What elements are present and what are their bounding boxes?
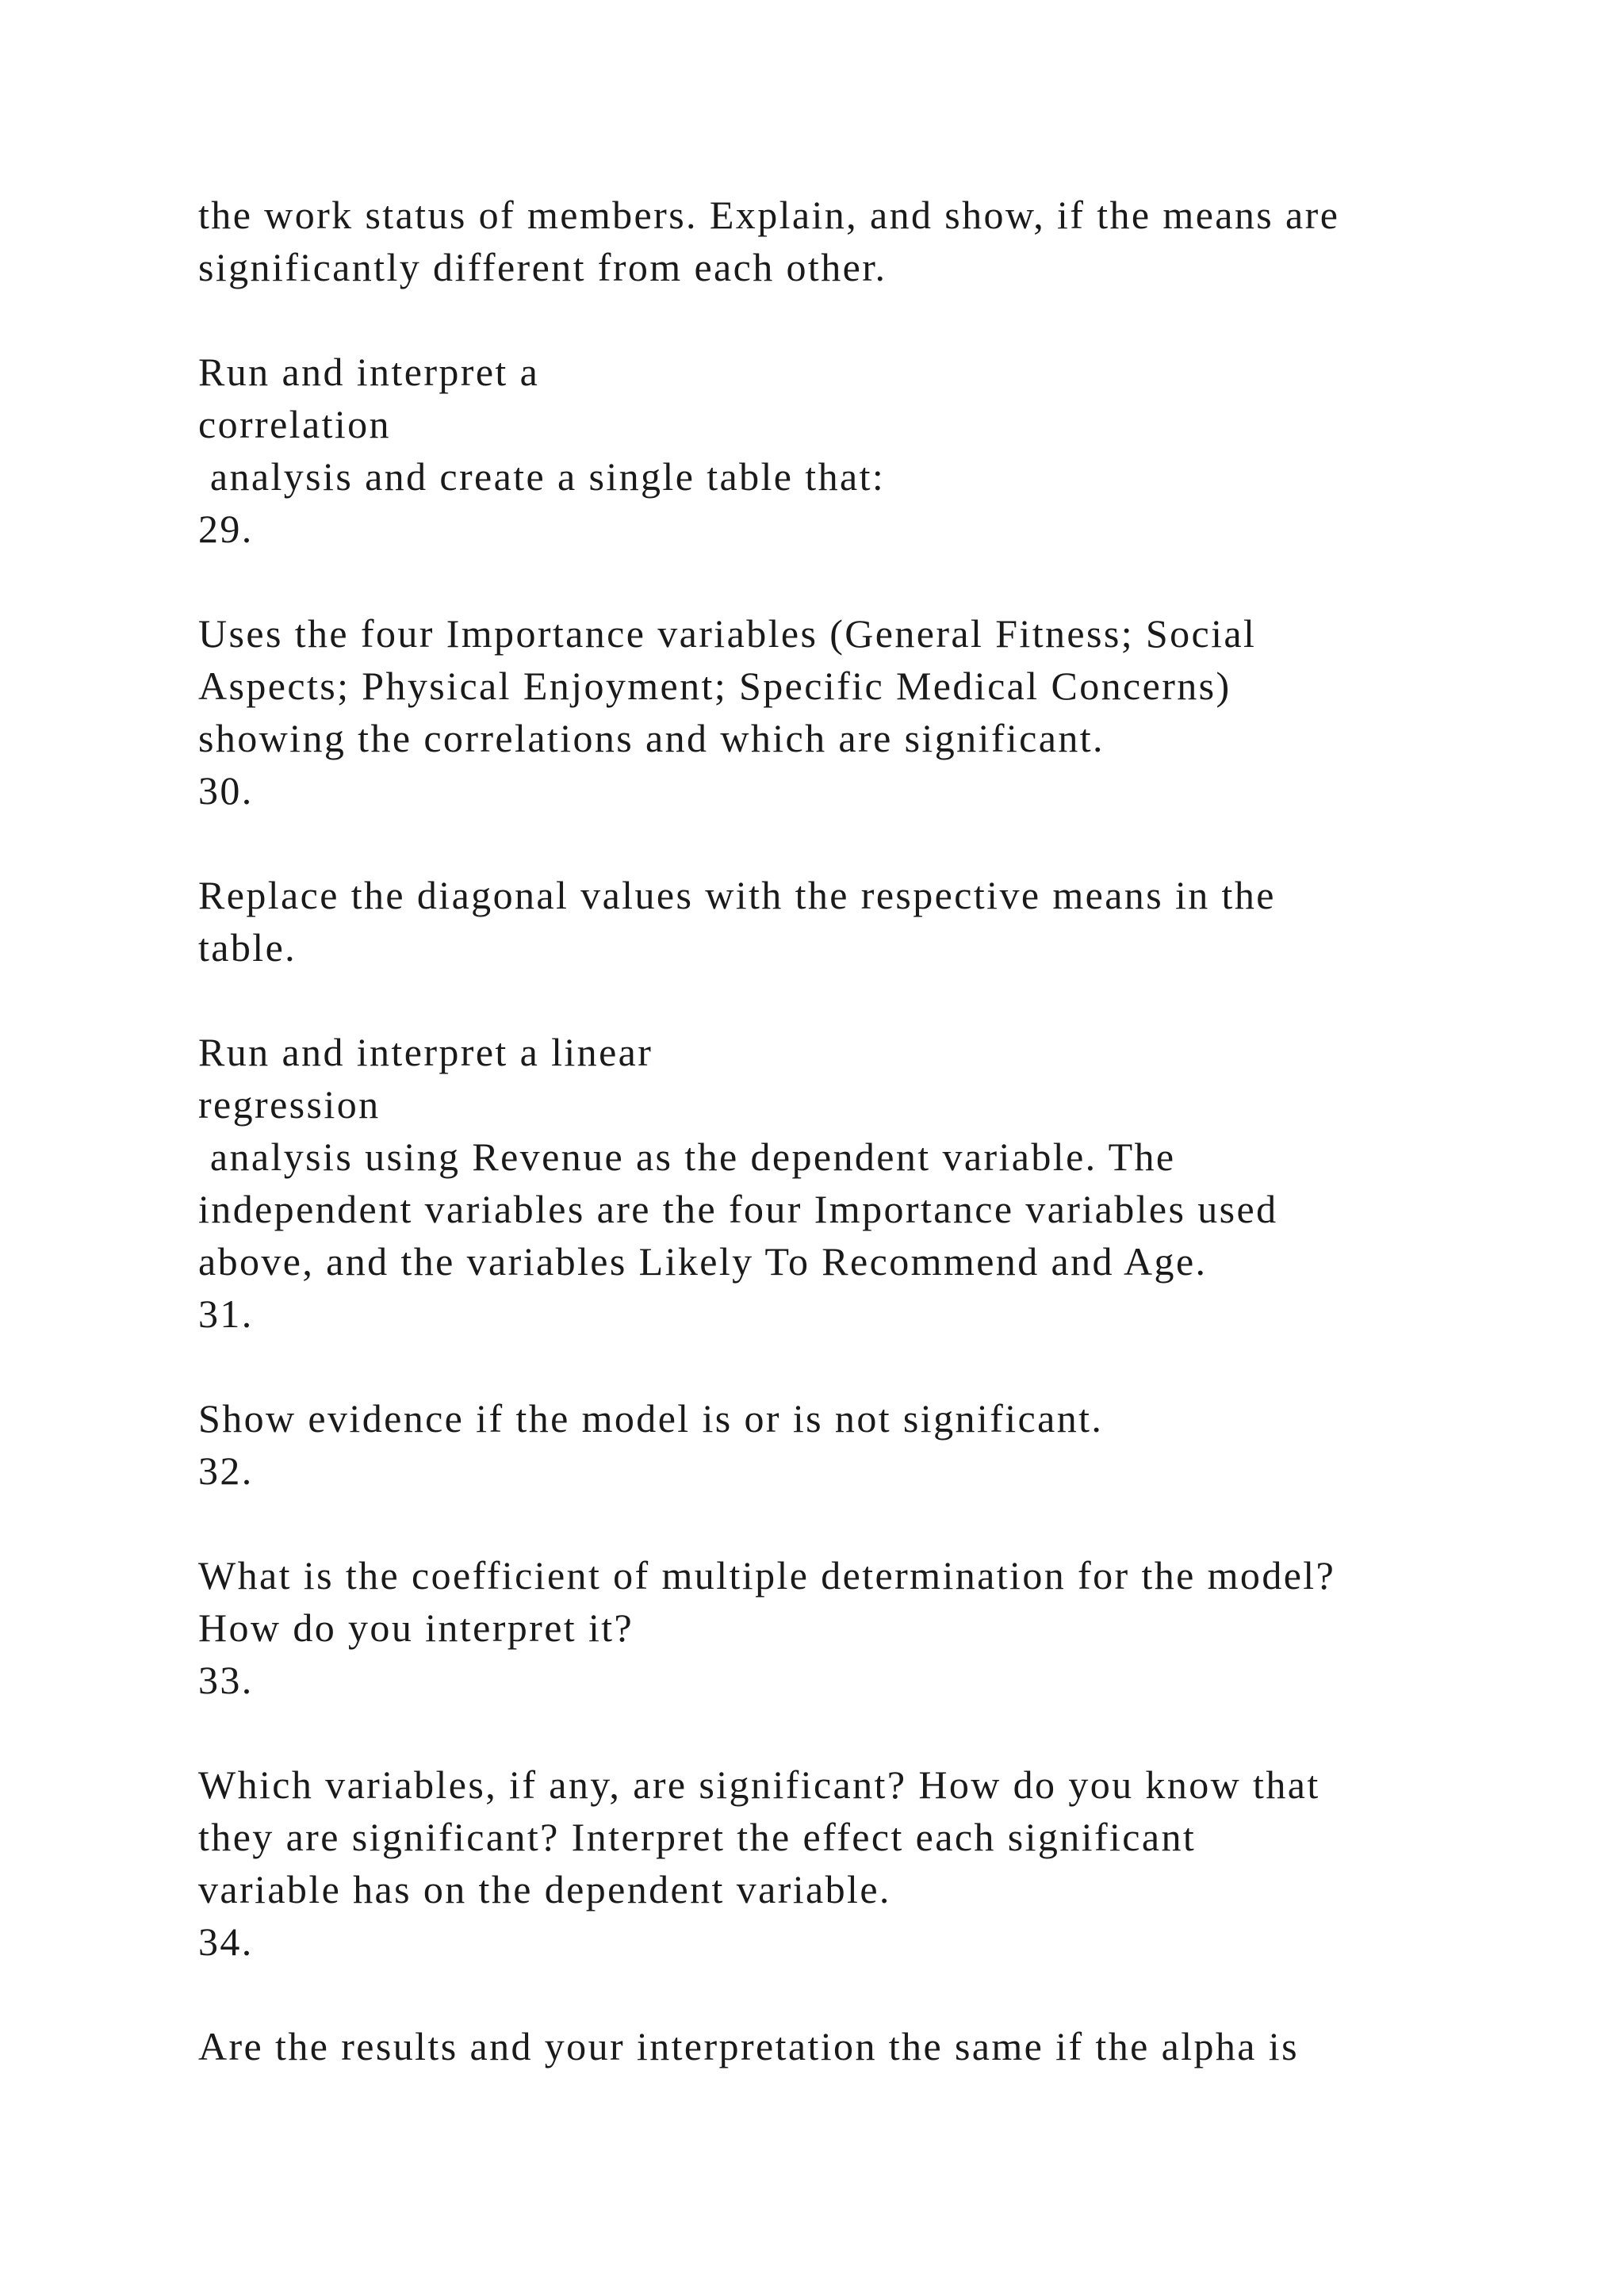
text-line: above, and the variables Likely To Recommend and Age.: [198, 1239, 1208, 1284]
blank-line: [198, 293, 1507, 346]
text-line: Run and interpret a linear: [198, 1030, 653, 1074]
document-body: [198, 189, 1507, 2072]
item-number: 32.: [198, 1448, 254, 1493]
item-number: 29.: [198, 507, 254, 551]
blank-line: [198, 974, 1507, 1026]
text-line: correlation: [198, 402, 391, 446]
blank-line: [198, 817, 1507, 869]
text-line: independent variables are the four Importance variables used: [198, 1187, 1278, 1231]
text-line: they are significant? Interpret the effect each significant: [198, 1815, 1197, 1859]
text-line: Are the results and your interpretation the same if the alpha is: [198, 2024, 1299, 2068]
item-number: 31.: [198, 1292, 254, 1336]
text-line: table.: [198, 925, 297, 970]
text-line: Replace the diagonal values with the respective means in the: [198, 873, 1276, 917]
text-line: the work status of members. Explain, and show, if the means are: [198, 193, 1340, 237]
blank-line: [198, 1497, 1507, 1549]
text-line: analysis using Revenue as the dependent variable. The: [198, 1135, 1176, 1179]
text-line: How do you interpret it?: [198, 1605, 634, 1650]
text-line: significantly different from each other.: [198, 245, 887, 289]
text-line: Show evidence if the model is or is not significant.: [198, 1396, 1104, 1441]
item-number: 30.: [198, 768, 254, 813]
text-line: What is the coefficient of multiple determination for the model?: [198, 1553, 1336, 1598]
blank-line: [198, 1968, 1507, 2020]
text-line: showing the correlations and which are significant.: [198, 716, 1105, 760]
text-line: Which variables, if any, are significant? How do you know that: [198, 1762, 1320, 1807]
text-line: Run and interpret a: [198, 350, 540, 394]
text-line: Aspects; Physical Enjoyment; Specific Medical Concerns): [198, 664, 1231, 708]
text-line: Uses the four Importance variables (General Fitness; Social: [198, 611, 1257, 656]
text-line: analysis and create a single table that:: [198, 454, 886, 499]
blank-line: [198, 1706, 1507, 1758]
text-line: variable has on the dependent variable.: [198, 1867, 891, 1911]
item-number: 34.: [198, 1919, 254, 1964]
text-line: regression: [198, 1082, 381, 1127]
item-number: 33.: [198, 1658, 254, 1702]
blank-line: [198, 555, 1507, 607]
blank-line: [198, 1340, 1507, 1392]
